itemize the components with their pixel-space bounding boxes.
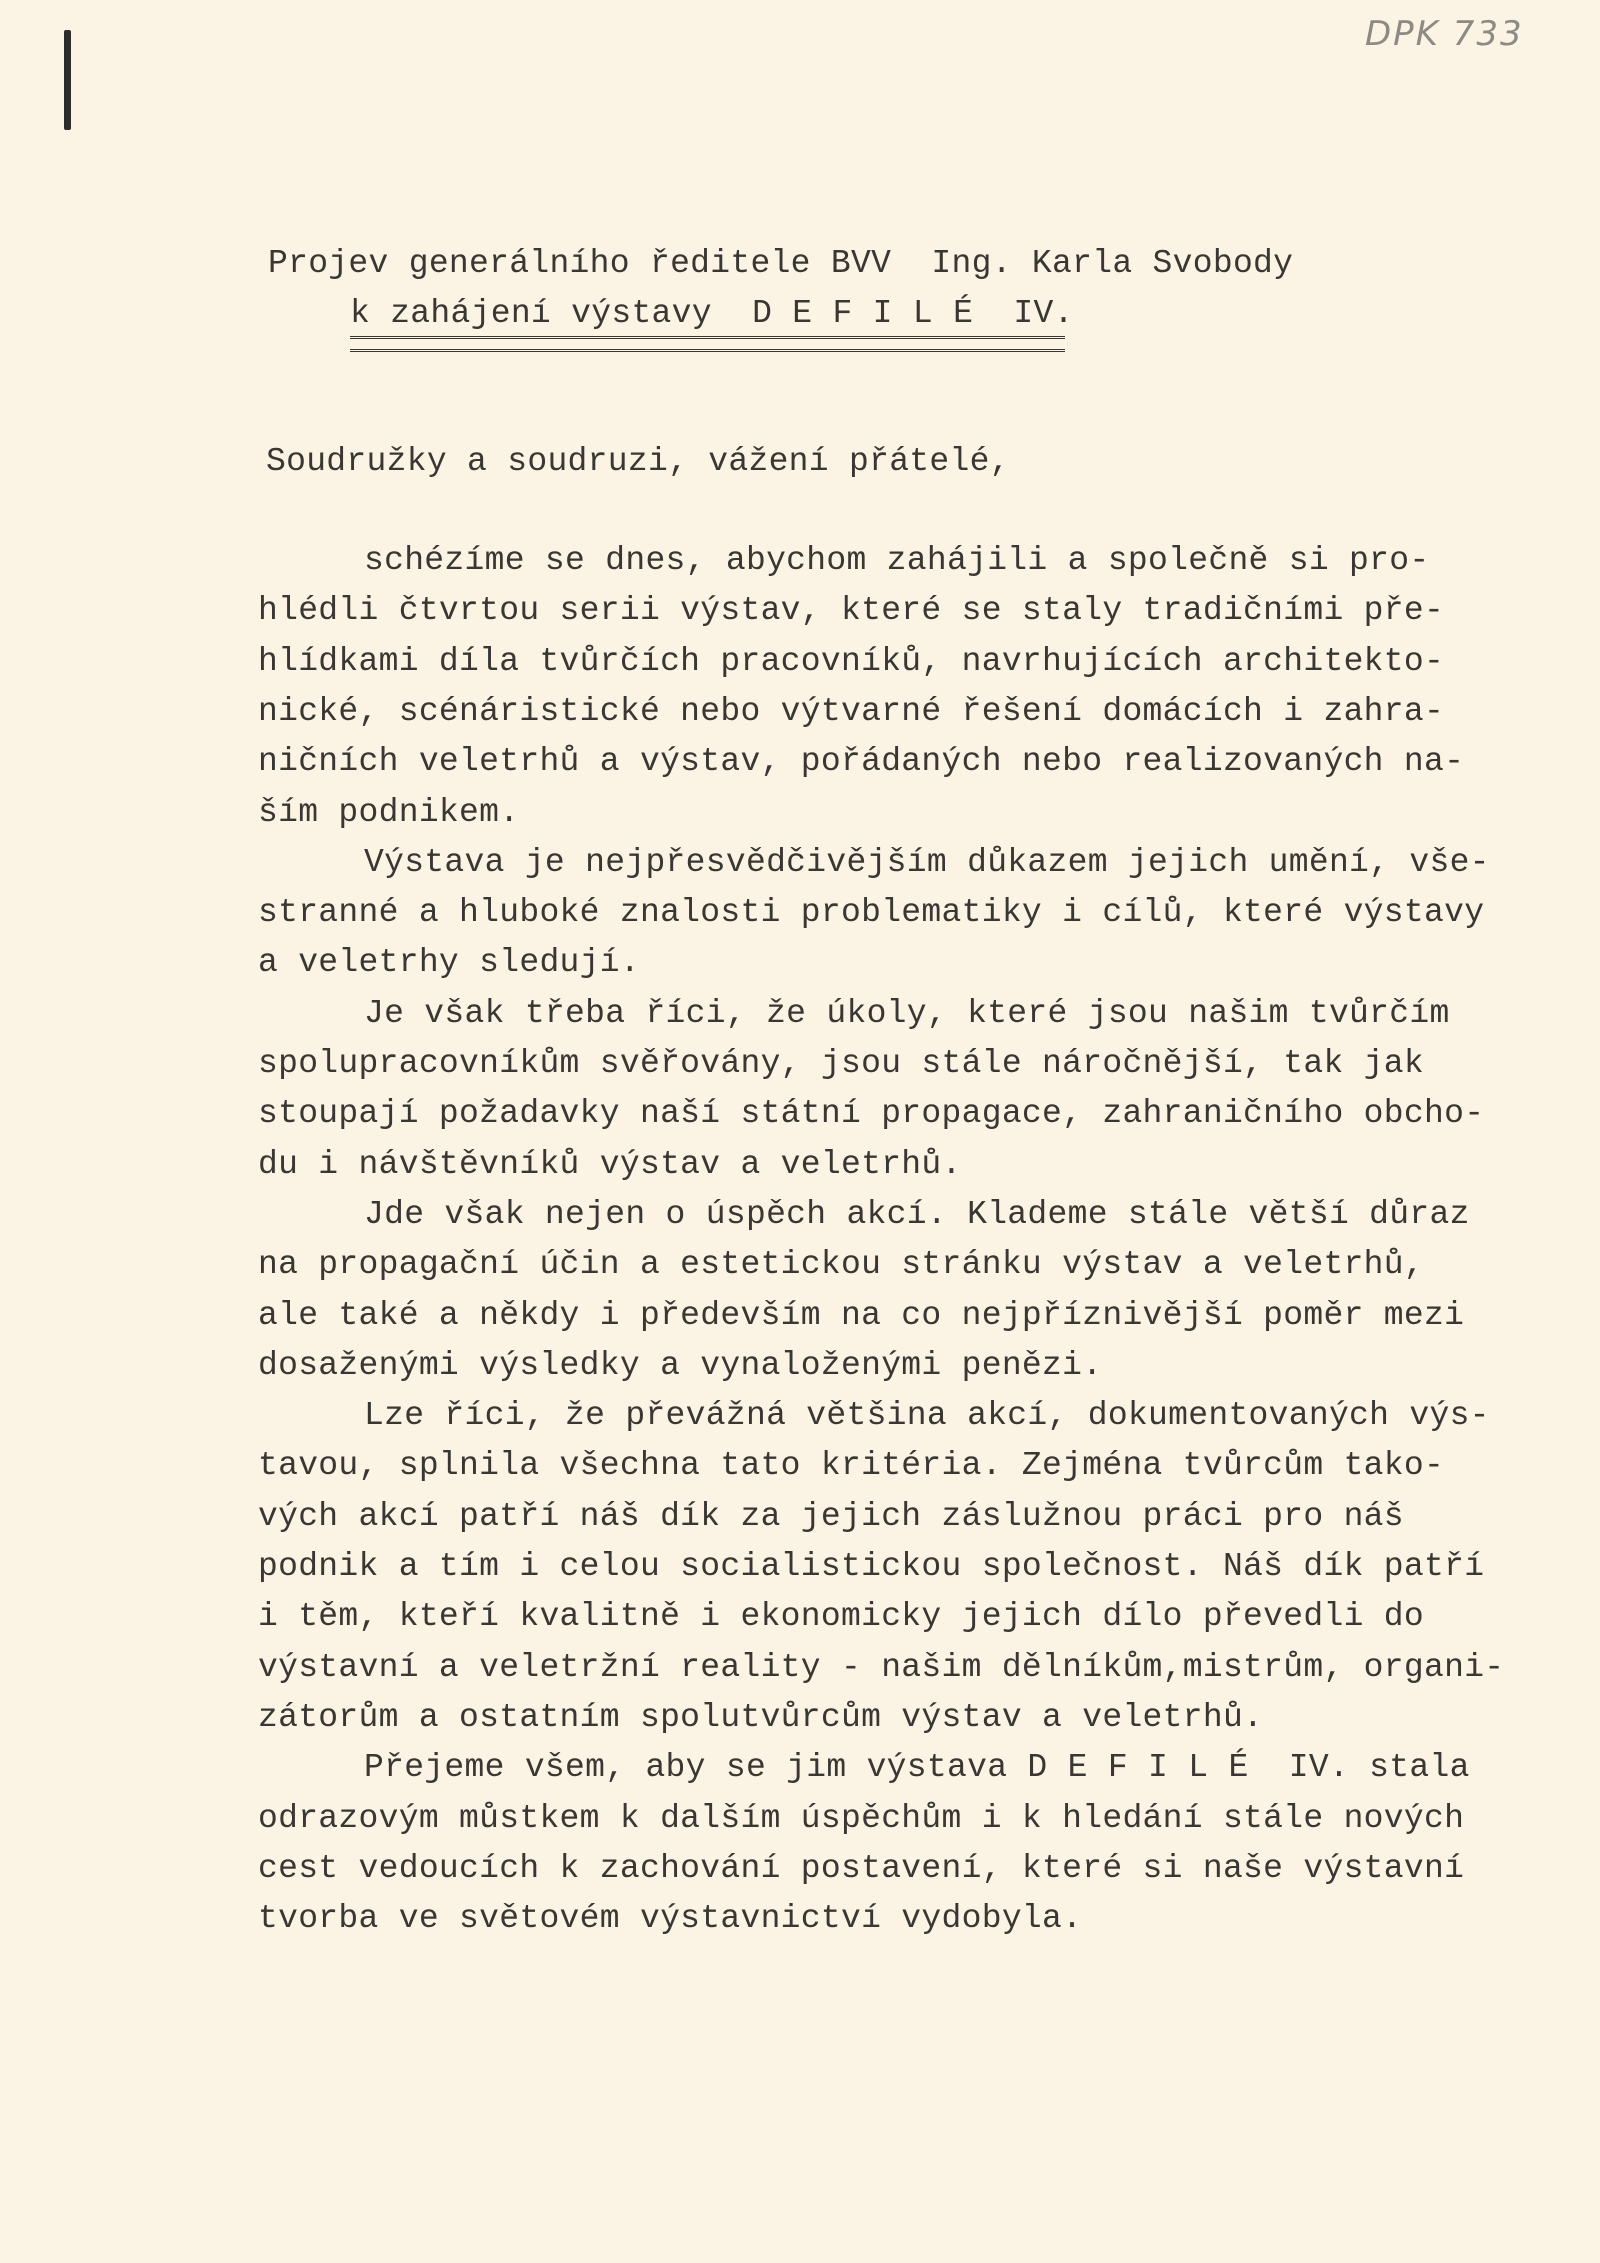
text-line: ale také a někdy i především na co nejpříznivější poměr mezi — [258, 1296, 1465, 1334]
text-line: na propagační účin a estetickou stránku výstav a veletrhů, — [258, 1246, 1424, 1284]
title-underline — [350, 336, 1065, 352]
text-line: cest vedoucích k zachování postavení, které si naše výstavní — [258, 1849, 1465, 1887]
text-line: stranné a hluboké znalosti problematiky i cílů, které výstavy — [258, 894, 1485, 932]
text-line: výstavní a veletržní reality - našim dělníkům,mistrům, organi- — [258, 1648, 1505, 1686]
title-line-2: k zahájení výstavy D E F I L É IV. — [350, 295, 1074, 332]
text-line: nické, scénáristické nebo výtvarné řešení domácích i zahra- — [258, 692, 1445, 730]
text-line: zátorům a ostatním spolutvůrcům výstav a veletrhů. — [258, 1698, 1264, 1736]
margin-bar-mark — [64, 30, 71, 130]
text-line: dosaženými výsledky a vynaloženými penězi. — [258, 1346, 1103, 1384]
text-line: i těm, kteří kvalitně i ekonomicky jejich dílo převedli do — [258, 1598, 1424, 1636]
archive-mark: DPK 733 — [1365, 14, 1524, 54]
salutation: Soudružky a soudruzi, vážení přátelé, — [266, 443, 1010, 480]
text-line: hlídkami díla tvůrčích pracovníků, navrhujících architekto- — [258, 642, 1445, 680]
text-line: odrazovým můstkem k dalším úspěchům i k hledání stále nových — [258, 1799, 1465, 1837]
text-line: spolupracovníkům svěřovány, jsou stále náročnější, tak jak — [258, 1045, 1424, 1082]
text-line: Jde však nejen o úspěch akcí. Klademe stále větší důraz — [364, 1195, 1470, 1233]
text-line: Výstava je nejpřesvědčivějším důkazem jejich umění, vše- — [364, 843, 1490, 881]
text-line: tvorba ve světovém výstavnictví vydobyla. — [258, 1900, 1083, 1938]
text-line: vých akcí patří náš dík za jejich záslužnou práci pro náš — [258, 1497, 1404, 1535]
text-line: Přejeme všem, aby se jim výstava D E F I L É IV. stala — [364, 1749, 1470, 1787]
text-line: tavou, splnila všechna tato kritéria. Zejména tvůrcům tako- — [258, 1447, 1445, 1485]
text-line: Je však třeba říci, že úkoly, které jsou našim tvůrčím — [364, 994, 1450, 1032]
text-line: schézíme se dnes, abychom zahájili a společně si pro- — [364, 542, 1430, 579]
text-line: Lze říci, že převážná většina akcí, dokumentovaných výs- — [364, 1397, 1490, 1435]
text-line: stoupají požadavky naší státní propagace, zahraničního obcho- — [258, 1095, 1485, 1133]
text-line: hlédli čtvrtou serii výstav, které se staly tradičními pře- — [258, 592, 1445, 630]
text-line: du i návštěvníků výstav a veletrhů. — [258, 1145, 962, 1183]
text-line: ším podnikem. — [258, 793, 520, 831]
text-line: a veletrhy sledují. — [258, 944, 640, 982]
text-line: ničních veletrhů a výstav, pořádaných nebo realizovaných na- — [258, 743, 1465, 781]
title-line-1: Projev generálního ředitele BVV Ing. Karla Svobody — [268, 245, 1294, 282]
text-line: podnik a tím i celou socialistickou společnost. Náš dík patří — [258, 1548, 1485, 1585]
